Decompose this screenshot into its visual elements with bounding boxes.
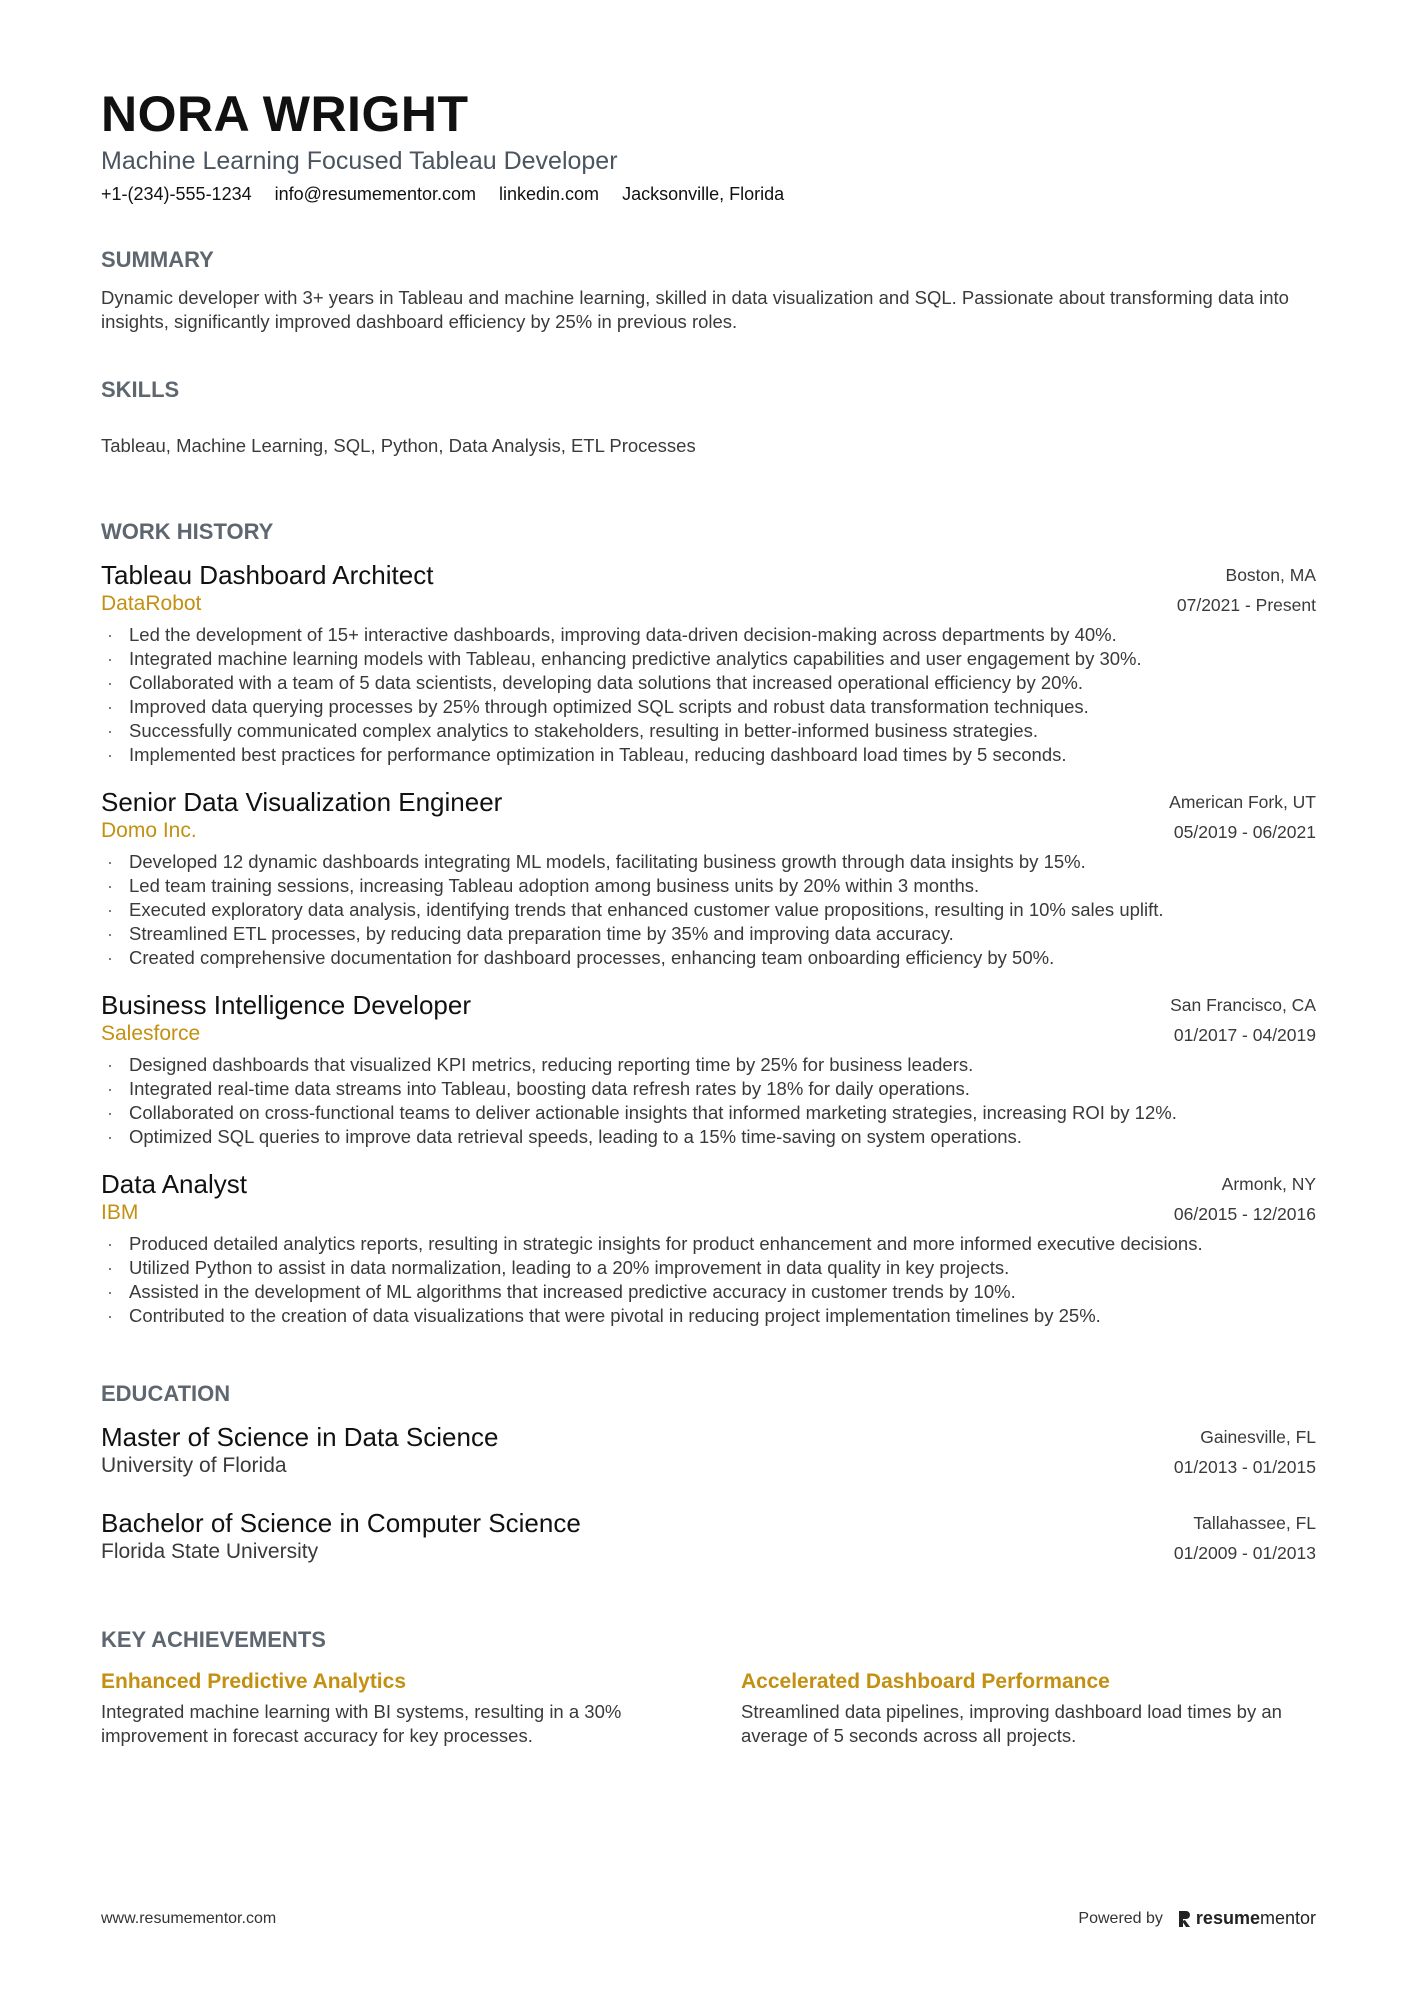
job-bullet: · Executed exploratory data analysis, identifying trends that enhanced customer value propositions, resulting in 10% sales uplift. <box>101 898 1316 922</box>
job-bullet: · Developed 12 dynamic dashboards integrating ML models, facilitating business growth through data insights by 15%. <box>101 850 1316 874</box>
key-achievements-title: KEY ACHIEVEMENTS <box>101 1627 326 1652</box>
job-company: DataRobot <box>101 592 202 615</box>
job-header <box>101 787 1316 847</box>
brand-name-bold: resume <box>1195 1908 1260 1928</box>
summary-title: SUMMARY <box>101 247 214 272</box>
job-bullet: · Collaborated with a team of 5 data scientists, developing data solutions that increased operational efficiency by 20%. <box>101 671 1316 695</box>
job-bullet: · Contributed to the creation of data visualizations that were pivotal in reducing project implementation timelines by 25%. <box>101 1304 1316 1328</box>
job-title: Senior Data Visualization Engineer <box>101 787 503 817</box>
job-bullet: · Collaborated on cross-functional teams to deliver actionable insights that informed marketing strategies, increasing ROI by 12%. <box>101 1101 1316 1125</box>
achievement-item <box>741 1668 1316 1748</box>
education-entry <box>101 1508 1316 1568</box>
contact-linkedin[interactable]: linkedin.com <box>499 184 600 204</box>
education-degree: Master of Science in Data Science <box>101 1422 499 1452</box>
summary-text: Dynamic developer with 3+ years in Tableau and machine learning, skilled in data visualization and SQL. Passionate about transforming data into insights, significantly improved dashboard efficiency by 25% in previous roles. <box>101 287 1289 332</box>
job-bullet: · Utilized Python to assist in data normalization, leading to a 20% improvement in data quality in key projects. <box>101 1256 1316 1280</box>
achievement-description: Streamlined data pipelines, improving dashboard load times by an average of 5 seconds across all projects. <box>741 1701 1282 1746</box>
job-header <box>101 990 1316 1050</box>
skills-section <box>101 376 1316 458</box>
skills-text: Tableau, Machine Learning, SQL, Python, Data Analysis, ETL Processes <box>101 435 696 456</box>
work-history-title: WORK HISTORY <box>101 519 274 544</box>
education-school: University of Florida <box>101 1454 287 1477</box>
job-location: Armonk, NY <box>1221 1174 1316 1194</box>
resume-page <box>101 86 1316 1748</box>
job-bullet: · Integrated machine learning models with Tableau, enhancing predictive analytics capabilities and user engagement by 30%. <box>101 647 1316 671</box>
education-section <box>101 1380 1316 1568</box>
job-location: American Fork, UT <box>1169 792 1316 812</box>
achievements-grid <box>101 1668 1316 1748</box>
work-history-section <box>101 518 1316 1328</box>
job-bullets <box>101 1053 1316 1149</box>
contact-phone: +1-(234)-555-1234 <box>101 184 252 204</box>
job-company: Salesforce <box>101 1022 201 1045</box>
skills-title: SKILLS <box>101 377 180 402</box>
achievement-description: Integrated machine learning with BI systems, resulting in a 30% improvement in forecast accuracy for key processes. <box>101 1701 622 1746</box>
brand-name-light: mentor <box>1259 1908 1316 1928</box>
candidate-headline: Machine Learning Focused Tableau Developer <box>101 147 618 175</box>
footer-website-link[interactable]: www.resumementor.com <box>101 1909 277 1927</box>
job-dates: 01/2017 - 04/2019 <box>1173 1025 1316 1045</box>
achievement-title: Enhanced Predictive Analytics <box>101 1670 407 1693</box>
brand-logo[interactable] <box>1177 1908 1316 1929</box>
job-bullet: · Led the development of 15+ interactive dashboards, improving data-driven decision-making across departments by 40%. <box>101 623 1316 647</box>
job-entry <box>101 787 1316 970</box>
education-location: Tallahassee, FL <box>1193 1513 1316 1533</box>
contact-line <box>101 182 1316 206</box>
job-dates: 06/2015 - 12/2016 <box>1173 1204 1316 1224</box>
contact-email[interactable]: info@resumementor.com <box>274 184 476 204</box>
job-entry <box>101 990 1316 1149</box>
job-dates: 05/2019 - 06/2021 <box>1173 822 1316 842</box>
job-bullet: · Created comprehensive documentation for dashboard processes, enhancing team onboarding efficiency by 50%. <box>101 946 1316 970</box>
summary-section <box>101 246 1316 334</box>
job-bullet: · Streamlined ETL processes, by reducing data preparation time by 35% and improving data accuracy. <box>101 922 1316 946</box>
job-bullets <box>101 623 1316 767</box>
powered-by-label: Powered by <box>1078 1909 1163 1927</box>
candidate-name: NORA WRIGHT <box>101 86 469 142</box>
job-bullet: · Integrated real-time data streams into Tableau, boosting data refresh rates by 18% for daily operations. <box>101 1077 1316 1101</box>
job-bullet: · Produced detailed analytics reports, resulting in strategic insights for product enhancement and more informed executive decisions. <box>101 1232 1316 1256</box>
education-entry <box>101 1422 1316 1482</box>
resumementor-logo-icon <box>1177 1910 1191 1928</box>
contact-location: Jacksonville, Florida <box>622 184 785 204</box>
education-dates: 01/2013 - 01/2015 <box>1173 1457 1316 1477</box>
education-title: EDUCATION <box>101 1381 231 1406</box>
job-bullet: · Optimized SQL queries to improve data retrieval speeds, leading to a 15% time-saving on system operations. <box>101 1125 1316 1149</box>
achievement-title: Accelerated Dashboard Performance <box>741 1670 1110 1693</box>
job-company: Domo Inc. <box>101 819 197 842</box>
key-achievements-section <box>101 1626 1316 1748</box>
job-bullets <box>101 1232 1316 1328</box>
job-bullet: · Designed dashboards that visualized KPI metrics, reducing reporting time by 25% for business leaders. <box>101 1053 1316 1077</box>
achievement-item <box>101 1668 676 1748</box>
job-entry <box>101 560 1316 767</box>
education-dates: 01/2009 - 01/2013 <box>1173 1543 1316 1563</box>
job-entry <box>101 1169 1316 1328</box>
page-footer <box>101 1908 1316 1929</box>
resume-header <box>101 86 1316 206</box>
job-header <box>101 560 1316 620</box>
education-location: Gainesville, FL <box>1200 1427 1316 1447</box>
job-bullets <box>101 850 1316 970</box>
job-company: IBM <box>101 1201 139 1224</box>
education-school: Florida State University <box>101 1540 319 1563</box>
education-degree: Bachelor of Science in Computer Science <box>101 1508 581 1538</box>
job-bullet: · Led team training sessions, increasing Tableau adoption among business units by 20% within 3 months. <box>101 874 1316 898</box>
job-bullet: · Implemented best practices for performance optimization in Tableau, reducing dashboard load times by 5 seconds. <box>101 743 1316 767</box>
job-dates: 07/2021 - Present <box>1176 595 1316 615</box>
powered-by <box>1078 1908 1316 1929</box>
job-header <box>101 1169 1316 1229</box>
job-location: Boston, MA <box>1225 565 1316 585</box>
job-title: Tableau Dashboard Architect <box>101 560 434 590</box>
job-bullet: · Improved data querying processes by 25% through optimized SQL scripts and robust data transformation techniques. <box>101 695 1316 719</box>
job-title: Business Intelligence Developer <box>101 990 471 1020</box>
job-bullet: · Assisted in the development of ML algorithms that increased predictive accuracy in customer trends by 10%. <box>101 1280 1316 1304</box>
job-bullet: · Successfully communicated complex analytics to stakeholders, resulting in better-informed business strategies. <box>101 719 1316 743</box>
job-title: Data Analyst <box>101 1169 247 1199</box>
job-location: San Francisco, CA <box>1170 995 1316 1015</box>
